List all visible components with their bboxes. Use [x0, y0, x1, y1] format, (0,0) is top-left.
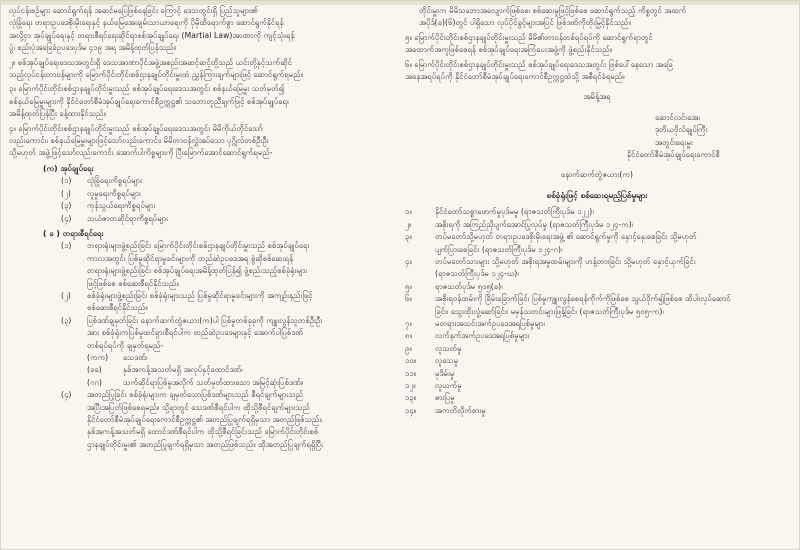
list-item-line [9, 439, 393, 451]
signatory-name: ဆောင်လင်းအေး [655, 112, 700, 122]
item-text: ကာလအတွင်း ပြစ်မှုဆိုင်ရာမှုခင်းများကို တည်ဆဲဥပဒေအရ စွဲဆိုစစ်ဆေးရန် [87, 253, 294, 263]
item-text: ပြစ်ဒဏ်ချမှတ်ခြင်း နောက်ဆက်တွဲဇယား(က)ပါ ပြစ်မှုတစ်ခုခုကို ကျူးလွန်သူတစ်ဦးဦး [87, 315, 323, 325]
text-line: ၂။ စစ်အုပ်ချုပ်ရေးဒေသအတွင်းရှိ ဒေသအာဏာပိုင်အဖွဲ့အစည်းအဆင့်ဆင့်တို့သည် ယင်းတို့နှင့်သက်ဆိုင် [9, 57, 292, 67]
item-number: (၂) [61, 188, 71, 198]
item-text: တရားရုံးများဖွဲ့စည်းခြင်း စစ်အုပ်ချုပ်ရေးအမိန့်ထုတ်ပြန်၍ ဖွဲ့စည်းသည့်စစ်ခုံရုံးများ [87, 266, 308, 276]
item-number: ၉။ [405, 343, 412, 353]
offence-item [405, 219, 789, 231]
item-text: လူသေမှု [435, 356, 458, 366]
item-text: တပ်မတော်သို့မဟုတ် တရားဥပဒေစိုးမိုးရေးအဖွဲ့ ၏ ဆောင်ရွက်မှုကို နှောင့်နှေးစေခြင်း သို့မဟုတ် [435, 232, 697, 242]
text-line: အနေအရပ်ရပ်ကို နိုင်ငံတော်စီမံအုပ်ချုပ်ရေးကောင်စီဥက္ကဋ္ဌထံသို့ အစီရင်ခံရမည်။ [405, 72, 625, 82]
item-text: ဖြင့်ဖြစ်စေ စစ်ဆေးစီရင်နိုင်သည်။ [87, 278, 179, 288]
right-column [405, 3, 789, 549]
list-item-line [9, 340, 393, 352]
item-text: တရားရုံးများဖွဲ့စည်းခြင်း မြောက်ပိုင်းတိုင်းစစ်ဌာနချုပ်တိုင်းမှူးသည် စစ်အုပ်ချုပ်ရေး [87, 241, 310, 251]
item-number: ၇။ [405, 318, 412, 328]
text-line: အပိုဒ်(ခ)(၆)တွင် ပါရှိသော လုပ်ပိုင်ခွင့်များအပြင် ဖြစ်ဒဏ်ကိုတိုးမြှင့်နိုင်သည်။ [419, 18, 631, 28]
item-number: ၁၂။ [405, 380, 416, 390]
item-text: လူသတ်မှု [435, 343, 462, 353]
item-number: ၆။ [405, 294, 412, 304]
offence-item-cont [405, 268, 789, 280]
section-judiciary-title: ( ခ ) တရားစီရင်ရေး [43, 228, 104, 238]
text-line: အလို့ငှာ အုပ်ချုပ်ရေးနှင့် တရားစီရင်ရေးဆိုင်ရာစစ်အုပ်ချုပ်ရေး (Martial Law)အာဏာကို ကျင့်သုံးရန် [9, 30, 295, 40]
text-line: ၃။ မြောက်ပိုင်းတိုင်းစစ်ဌာနချုပ်တိုင်းမှူးသည် စစ်အုပ်ချုပ်ရေးဒေသအတွင်း စစ်နယ်မြေမှူး သတ်မှတ်၍ [9, 84, 285, 94]
list-item-line [9, 414, 393, 426]
order-label: အမိန့်အရ [583, 92, 611, 102]
item-text: ခြင်း၊ သွေးထိုးလှုံ့ဆော်ခြင်း၊ မမှန်သတင်းများဖြန့်ခြင်း (ရာဇသတ်ကြီးပုဒ်မ ၅၀၅-က)၊ [435, 306, 664, 316]
item-text: သယံဇာတဆိုင်ရာကိစ္စရပ်များ [87, 213, 168, 223]
offence-item [405, 392, 789, 404]
paragraph-4 [9, 123, 393, 160]
offence-item [405, 405, 789, 417]
paragraph-6 [405, 59, 789, 84]
item-number: (၂) [61, 290, 71, 300]
offence-item [405, 380, 789, 392]
item-text: အပြီးအပြတ်ဖြစ်စေရမည်။ သို့ရာတွင် သေဒဏ်စီရင်ပါက ထိုသို့စီရင်ချက်များသည် [87, 402, 310, 412]
item-number: (၁) [61, 241, 72, 251]
item-text: သေဒဏ်၊ [123, 352, 148, 362]
text-line: စစ်နယ်မြေမှူးများကို နိုင်ငံတော်စီမံအုပ်ချုပ်ရေးကောင်စီဥက္ကဋ္ဌ၏ သဘောတူညီချက်ဖြင့် စစ်အုပ်ချုပ်ရေး [9, 96, 289, 106]
text-line: လုပ်ငန်းစဉ်များ ဆောင်ရွက်ရန် အဆင်မပြေဖြစ်နေခြင်း ကြောင့် ဒေသတွင်းရှိ ပြည်သူများ၏ [9, 6, 258, 15]
item-text: ဓားပြမှု [435, 393, 455, 403]
paragraph-2 [9, 57, 393, 82]
list-item [9, 175, 393, 187]
list-item-line [9, 315, 393, 327]
offence-item [405, 231, 789, 243]
item-number: ၁။ [405, 207, 412, 217]
offence-item [405, 256, 789, 268]
item-text: ဌာနချုပ်တိုင်းမှူး၏ အတည်ပြုချက်ရရှိမှသာ အတည်ဖြစ်သည်။ ထိုအတည်ပြုချက်ရရှိပြီး [87, 439, 323, 449]
text-line: အထောက်အကူဖြစ်စေရန် စစ်အုပ်ချုပ်ရေးအကြံပေးအဖွဲ့ကို ဖွဲ့စည်းနိုင်သည်။ [405, 45, 613, 55]
text-line: အမိန့်ထုတ်ပြန်ပြီး ခန့်ထားနိုင်သည်။ [9, 109, 106, 119]
item-number: (၃) [61, 315, 72, 325]
item-text: အစိုးရဝန်ထမ်းကို ခြိမ်းခြောက်ခြင်း ပြစ်မှုကျူးလွန်စေရန်ကိုက်ကိုဖြစ်စေ သွယ်ဝိုက်၍ဖြစ်စေ ထိပါးလုပ်ဆောင် [435, 294, 731, 304]
list-item [9, 389, 393, 451]
item-text: လူယက်မှု [435, 380, 462, 390]
paragraph-5 [405, 32, 789, 57]
item-text: လူမှုရေးကိစ္စရပ်များ [87, 188, 141, 198]
item-number: ၃။ [405, 232, 412, 242]
item-text: မတရားအသင်းအက်ဥပဒေအရပြစ်မှုများ [435, 318, 546, 328]
text-line: ၅။ မြောက်ပိုင်းတိုင်းစစ်ဌာနချုပ်တိုင်းမှူးသည် မိမိ၏တာဝန်တစ်ရပ်ရပ်ကို ဆောင်ရွက်ရာတွင် [405, 32, 653, 42]
item-number: ၂။ [405, 219, 412, 229]
item-text: နှစ်အကန့်အသတ်မရှိ အလုပ်နှင့်ထောင်ဒဏ်၊ [123, 365, 243, 375]
list-item-line [9, 302, 393, 314]
item-number: (ဂဂ) [87, 377, 103, 387]
left-column [9, 3, 393, 549]
list-item-line [9, 278, 393, 290]
item-text: ရာဇသတ်ပုဒ်မ ၅၀၅(ခ)၊ [435, 281, 503, 291]
text-line: ၆။ မြောက်ပိုင်းတိုင်းစစ်ဌာနချုပ်တိုင်းမှူးသည် စစ်အုပ်ချုပ်ရေးဒေသအတွင်း ဖြစ်ပေါ်နေသော အခြေ [405, 59, 673, 69]
list-item-line [9, 327, 393, 339]
offence-item [405, 368, 789, 380]
signatory-rank: ဒုတိယဗိုလ်ချုပ်ကြီး [655, 125, 708, 135]
item-number: ၈။ [405, 331, 412, 341]
offence-item [405, 330, 789, 342]
list-item [9, 290, 393, 315]
offence-item [405, 355, 789, 367]
item-text: နှစ်အကန့်အသတ်မရှိ ထောင်ဒဏ်စီရင်ပါက ထိုသို့စီရင်ခြင်းသည် မြောက်ပိုင်းတိုင်းစစ် [87, 427, 319, 437]
list-item-line [9, 253, 393, 265]
signatory-title: အတွင်းရေးမှူး [655, 137, 693, 147]
signatory-council: နိုင်ငံတော်စီမံအုပ်ချုပ်ရေးကောင်စီ [627, 150, 720, 160]
item-number: ၅။ [405, 281, 412, 291]
item-number: (၄) [61, 213, 72, 223]
item-text: အကတိလိုက်စားမှု [435, 405, 486, 415]
item-text: နိုင်ငံတော်သစ္စာဖောက်မှုပုဒ်မမှု (ရာဇသတ်ကြီးပုဒ်မ ၁၂၂)၊ [435, 207, 594, 217]
text-line: ပွဲ၊ စည်းပုံအခြေခံဥပဒေပုဒ်မ ၄၁၉ အရ အမိန့်ထုတ်ပြန်သည်။ [9, 43, 177, 53]
offence-item [405, 343, 789, 355]
item-text: လုံခြုံရေးကိစ္စရပ်များ [87, 176, 142, 186]
paragraph-continued [405, 5, 789, 30]
list-item [9, 188, 393, 200]
list-item-line [9, 389, 393, 401]
item-number: (ခခ) [87, 365, 102, 375]
text-line: တိုင်းမှူးက မိမိသဘောအလျောက်ဖြစ်စေ၊ စစ်ဆေးမှုဖြင့်ဖြစ်စေ ဆောင်ရွက်သည့် ကိစ္စတွင် အထက် [419, 6, 687, 15]
item-number: (၁) [61, 176, 72, 186]
item-text: ပျက်ပြားစေခြင်း (ရာဇသတ်ကြီးပုဒ်မ ၁၂၄-ဂ)၊ [435, 244, 563, 254]
penalty-item [9, 377, 393, 389]
offence-item [405, 281, 789, 293]
item-number: (၄) [61, 390, 72, 400]
item-number: (ကက) [87, 352, 109, 362]
item-number: ၄။ [405, 256, 412, 266]
item-number: ၁၃။ [405, 393, 417, 403]
item-text: တပ်မတော်သားများ သို့မဟုတ် အစိုးရအမှုထမ်းများကို ဟန့်တားခြင်း သို့မဟုတ် နှောင့်ယှက်ခြင်း [435, 256, 696, 266]
item-number: ၁၁။ [405, 368, 417, 378]
list-item [9, 213, 393, 225]
offence-item [405, 206, 789, 218]
item-text: နိုင်ငံတော်စီမံအုပ်ချုပ်ရေးကောင်စီဥက္ကဋ္ဌ၏ အတည်ပြုချက်ရရှိမှသာ အတည်ဖြစ်သည်။ [87, 415, 322, 424]
paragraph-3 [9, 83, 393, 120]
penalty-item [9, 364, 393, 376]
item-text: (ရာဇသတ်ကြီးပုဒ်မ ၁၂၄-ဃ)၊ [435, 269, 519, 279]
item-text: စစ်ခုံရုံးများဖွဲ့စည်းခြင်း စစ်ခုံရုံးများသည် ပြစ်မှုဆိုင်ရာမှုခင်းများကို အကျဉ်းနည်းဖြင့် [87, 290, 313, 300]
item-text: အစိုးရကို အကြည်ညိုပျက်အောင်ပြုလုပ်မှု (ရာဇသတ်ကြီးပုဒ်မ ၁၂၄-က)၊ [435, 219, 634, 229]
annex-heading: စစ်ခုံရုံးဖြင့် စစ်ဆေးရမည့်ပြစ်မှုများ [546, 190, 648, 200]
offence-item [405, 318, 789, 330]
item-text: လက်နက်အက်ဥပဒေအရပြစ်မှုများ [435, 331, 530, 341]
list-item-line [9, 290, 393, 302]
annex-label: နောက်ဆက်တွဲဇယား(က) [560, 170, 634, 180]
text-line: သို့မဟုတ် အဖွဲ့ဖြင့်သော်လည်းကောင်း အောက်ပါကိစ္စများကို ပြီးမြောက်အောင်ဆောင်ရွက်ရမည်- [9, 148, 273, 158]
item-text: စစ်ဆေးစီရင်နိုင်သည်။ [87, 303, 148, 313]
text-line: လည်းကောင်း၊ စစ်နယ်မြေမှူးများဖြင့်သော်လည်းကောင်း၊ မိမိတာဝန်လွှဲအပ်သော ပုဂ္ဂိုလ်တစ်ဦးဦး [9, 136, 269, 146]
list-item-line [9, 402, 393, 414]
item-text: ကုန်သွယ်ရေးကိစ္စရပ်များ [87, 201, 156, 211]
list-item-line [9, 240, 393, 252]
text-line: သည့်လုပ်ငန်းတာဝန်များကို မြောက်ပိုင်းတိုင်းစစ်ဌာနချုပ်တိုင်းမှူးထံ ညွှန်ကြားချက်များဖြင့် ဆောင်ရွက်ရမည်။ [9, 70, 304, 80]
section-administration-title: (က) အုပ်ချုပ်ရေး [43, 163, 94, 173]
list-item [9, 200, 393, 212]
penalty-item [9, 352, 393, 364]
item-text: တစ်ရပ်ရပ်ကို ချမှတ်ရမည်- [87, 340, 164, 350]
list-item-line [9, 426, 393, 438]
offence-item-cont [405, 306, 789, 318]
item-number: ၁၄။ [405, 405, 417, 415]
text-line: လုံခြုံရေး တရားဥပဒေစိုးမိုးရေးနှင့် နယ်မြေအေးချမ်းသာယာရေးကို ပိုမိုထိရောက်စွာ ဆောင်ရွက်နိုင်ရန် [9, 18, 284, 28]
text-line: ၄။ မြောက်ပိုင်းတိုင်းစစ်ဌာနချုပ်တိုင်းမှူးသည် စစ်အုပ်ချုပ်ရေးဒေသအတွင်း မိမိကိုယ်တိုင်သော် [9, 123, 263, 133]
list-item-line [9, 265, 393, 277]
item-text: အား စစ်ခုံရုံးကပြစ်မှုထင်ရှားစီရင်ပါက တည်ဆဲဥပဒေများနှင့် အောက်ပါပြစ်ဒဏ် [87, 328, 304, 338]
item-number: (၃) [61, 201, 72, 211]
item-number: ၁၀။ [405, 356, 417, 366]
item-text: အတည်ပြုခြင်း စစ်ခုံရုံးများက ချမှတ်သောပြစ်ဒဏ်များသည် စီရင်ချက်များသည် [87, 390, 304, 400]
list-item [9, 315, 393, 352]
offence-item-cont [405, 244, 789, 256]
item-text: သက်ဆိုင်ရာပြစ်မှုအလိုက် သတ်မှတ်ထားသော အမြင့်ဆုံးပြစ်ဒဏ်။ [123, 377, 304, 387]
paragraph-intro [9, 5, 393, 55]
list-item [9, 240, 393, 290]
offence-item [405, 293, 789, 305]
item-text: မုဒိမ်းမှု [435, 368, 455, 378]
